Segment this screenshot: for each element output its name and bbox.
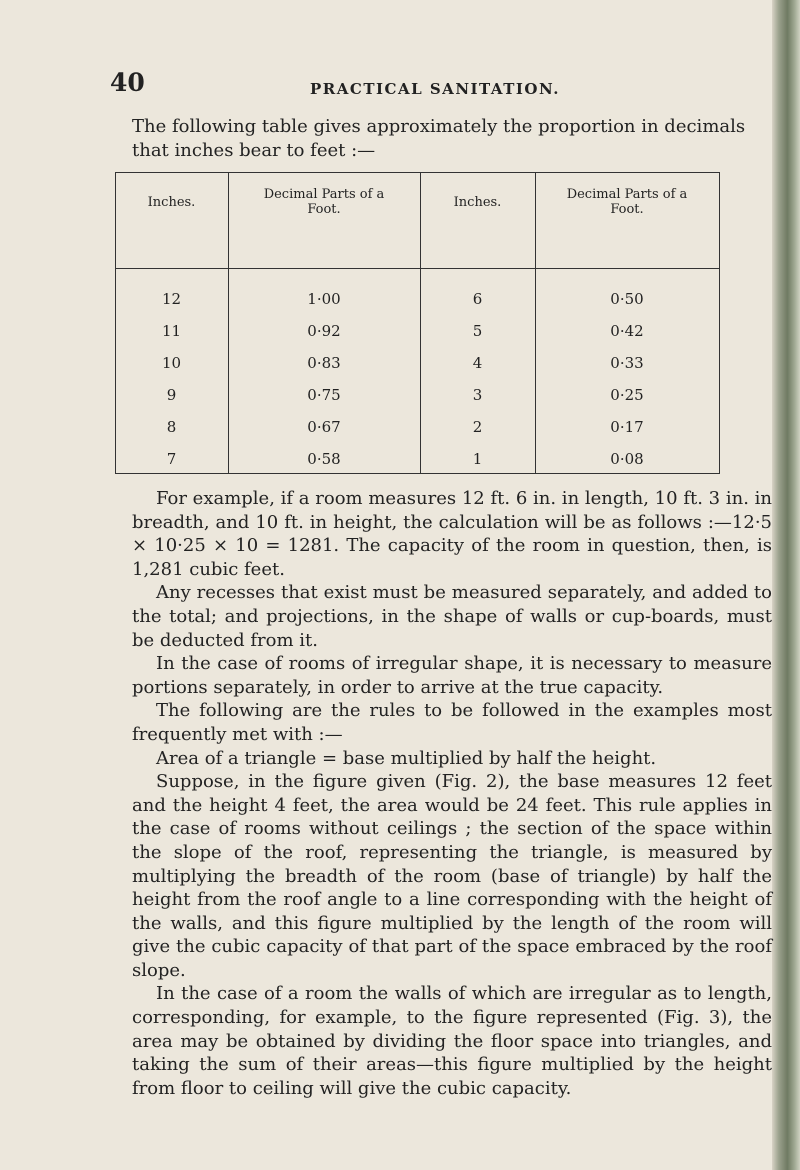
table-cell: 3	[472, 386, 483, 404]
body-text	[132, 487, 772, 1100]
table-cell: 10	[161, 354, 182, 372]
paragraph: For example, if a room measures 12 ft. 6 in. in length, 10 ft. 3 in. in breadth, and 10 ft. in height, the calculation will be as follows :—12·5 × 10·25 × 10 = 1281. The capacity of the room in question, then, is 1,281 cubic feet.	[132, 488, 772, 580]
table-cell: 0·33	[610, 354, 644, 372]
page-number: 40	[110, 68, 145, 97]
paragraph: The following are the rules to be followed in the examples most frequently met with :—	[132, 700, 772, 745]
intro-paragraph: The following table gives approximately the proportion in decimals that inches bear to feet :—	[132, 116, 746, 161]
table-cell: 5	[472, 322, 483, 340]
column-inches-right	[420, 173, 535, 473]
table-cell: 0·08	[610, 450, 644, 468]
table-rule	[719, 173, 720, 473]
table-cell: 0·83	[307, 354, 341, 372]
column-decimals-left	[228, 173, 420, 473]
paragraph: Any recesses that exist must be measured separately, and added to the total; and projections, in the shape of walls or cup-boards, must be deducted from it.	[132, 582, 772, 651]
table-cell: 2	[472, 418, 483, 436]
table-cell: 0·75	[307, 386, 341, 404]
column-header: Inches.	[147, 195, 196, 210]
paragraph: Suppose, in the figure given (Fig. 2), the base measures 12 feet and the height 4 feet, the area would be 24 feet. This rule applies in the case of rooms without ceilings ; the section of the space within the slope of the roof, representing the triangle, is measured by multiplying the breadth of the room (base of triangle) by half the height from the roof angle to a line corresponding with the height of the walls, and this figure multiplied by the length of the room will give the cubic capacity of that part of the space embraced by the roof slope.	[132, 771, 772, 981]
table-cell: 12	[161, 290, 182, 308]
table-cell: 4	[472, 354, 483, 372]
paragraph: In the case of rooms of irregular shape, it is necessary to measure portions separately, in order to arrive at the true capacity.	[132, 653, 772, 698]
paragraph: In the case of a room the walls of which are irregular as to length, corresponding, for example, to the figure represented (Fig. 3), the area may be obtained by dividing the floor space into triangles, and taking the sum of their areas—this figure multiplied by the height from floor to ceiling will give the cubic capacity.	[132, 983, 772, 1099]
column-header: Decimal Parts of a Foot.	[263, 187, 385, 217]
table-cell: 0·25	[610, 386, 644, 404]
inches-decimals-table	[115, 172, 720, 474]
page-edge-shadow	[772, 0, 800, 1170]
running-title: PRACTICAL SANITATION.	[310, 80, 560, 98]
table-cell: 0·58	[307, 450, 341, 468]
table-cell: 0·50	[610, 290, 644, 308]
column-header: Inches.	[453, 195, 502, 210]
table-cell: 0·17	[610, 418, 644, 436]
table-cell: 1·00	[307, 290, 341, 308]
table-cell: 11	[161, 322, 182, 340]
table-cell: 6	[472, 290, 483, 308]
table-cell: 0·67	[307, 418, 341, 436]
table-cell: 0·42	[610, 322, 644, 340]
column-decimals-right	[535, 173, 719, 473]
column-header: Decimal Parts of a Foot.	[566, 187, 688, 217]
table-cell: 8	[166, 418, 177, 436]
paragraph: Area of a triangle = base multiplied by half the height.	[156, 747, 657, 769]
table-cell: 0·92	[307, 322, 341, 340]
table-cell: 9	[166, 386, 177, 404]
table-cell: 7	[166, 450, 177, 468]
column-inches-left	[115, 173, 228, 473]
table-cell: 1	[472, 450, 483, 468]
